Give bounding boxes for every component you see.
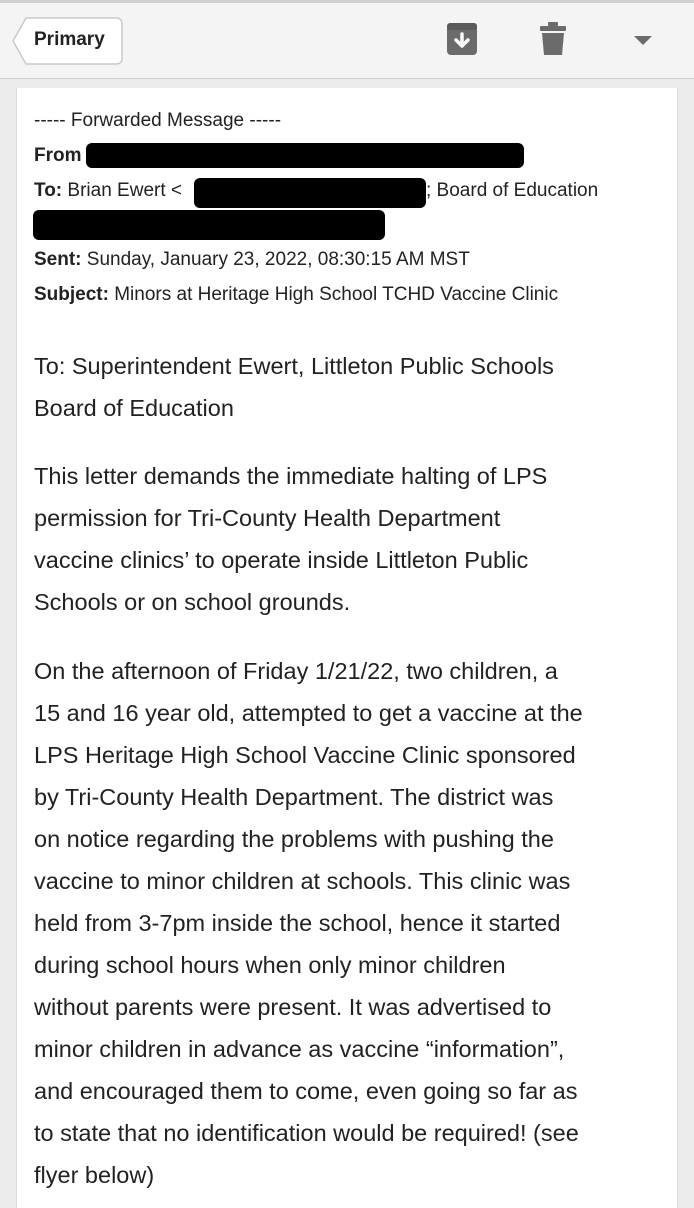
- body-line: Schools or on school grounds.: [34, 589, 351, 615]
- top-divider: [0, 0, 694, 3]
- sent-row: [34, 249, 470, 271]
- redaction-board-email: [33, 210, 385, 240]
- body-line: by Tri-County Health Department. The district was: [34, 784, 554, 810]
- to-recipient: ; Board of Education: [426, 180, 599, 201]
- subject-value: Minors at Heritage High School TCHD Vaccine Clinic: [114, 284, 559, 305]
- salutation: [34, 345, 664, 429]
- body-line: flyer below): [34, 1162, 155, 1188]
- sent-label: Sent:: [34, 249, 82, 270]
- redaction-from: [86, 143, 524, 168]
- paragraph-2: [34, 650, 664, 1196]
- body-line: 15 and 16 year old, attempted to get a vaccine at the: [34, 700, 583, 726]
- body-line: and encouraged them to come, even going so far as: [34, 1078, 578, 1104]
- salutation-line: Board of Education: [34, 395, 234, 421]
- from-row: [34, 145, 82, 167]
- body-line: LPS Heritage High School Vaccine Clinic sponsored: [34, 742, 576, 768]
- archive-icon[interactable]: [446, 22, 478, 56]
- to-row: [34, 180, 182, 202]
- toolbar: [0, 0, 694, 79]
- back-button-label: Primary: [34, 29, 105, 50]
- paragraph-1: [34, 455, 664, 623]
- body-line: On the afternoon of Friday 1/21/22, two children, a: [34, 658, 558, 684]
- sent-value: Sunday, January 23, 2022, 08:30:15 AM MST: [86, 249, 470, 270]
- chevron-down-icon[interactable]: [633, 35, 653, 47]
- body-line: vaccine to minor children at schools. This clinic was: [34, 868, 571, 894]
- back-button[interactable]: [12, 17, 122, 63]
- body-line: This letter demands the immediate halting of LPS: [34, 463, 548, 489]
- subject-row: [34, 284, 558, 306]
- body-line: without parents were present. It was advertised to: [34, 994, 552, 1020]
- body-line: vaccine clinics’ to operate inside Littleton Public: [34, 547, 529, 573]
- body-line: minor children in advance as vaccine “information”,: [34, 1036, 565, 1062]
- body-line: on notice regarding the problems with pushing the: [34, 826, 554, 852]
- to-name: Brian Ewert <: [67, 180, 182, 201]
- subject-label: Subject:: [34, 284, 109, 305]
- redaction-to-email: [194, 178, 426, 208]
- body-line: during school hours when only minor children: [34, 952, 506, 978]
- body-line: permission for Tri-County Health Department: [34, 505, 501, 531]
- to-label: To:: [34, 180, 63, 201]
- forwarded-message-marker: ----- Forwarded Message -----: [34, 110, 282, 131]
- salutation-line: To: Superintendent Ewert, Littleton Public Schools: [34, 353, 554, 379]
- body-line: to state that no identification would be required! (see: [34, 1120, 579, 1146]
- body-line: held from 3-7pm inside the school, hence it started: [34, 910, 561, 936]
- trash-icon[interactable]: [539, 22, 567, 56]
- from-label: From: [34, 145, 82, 166]
